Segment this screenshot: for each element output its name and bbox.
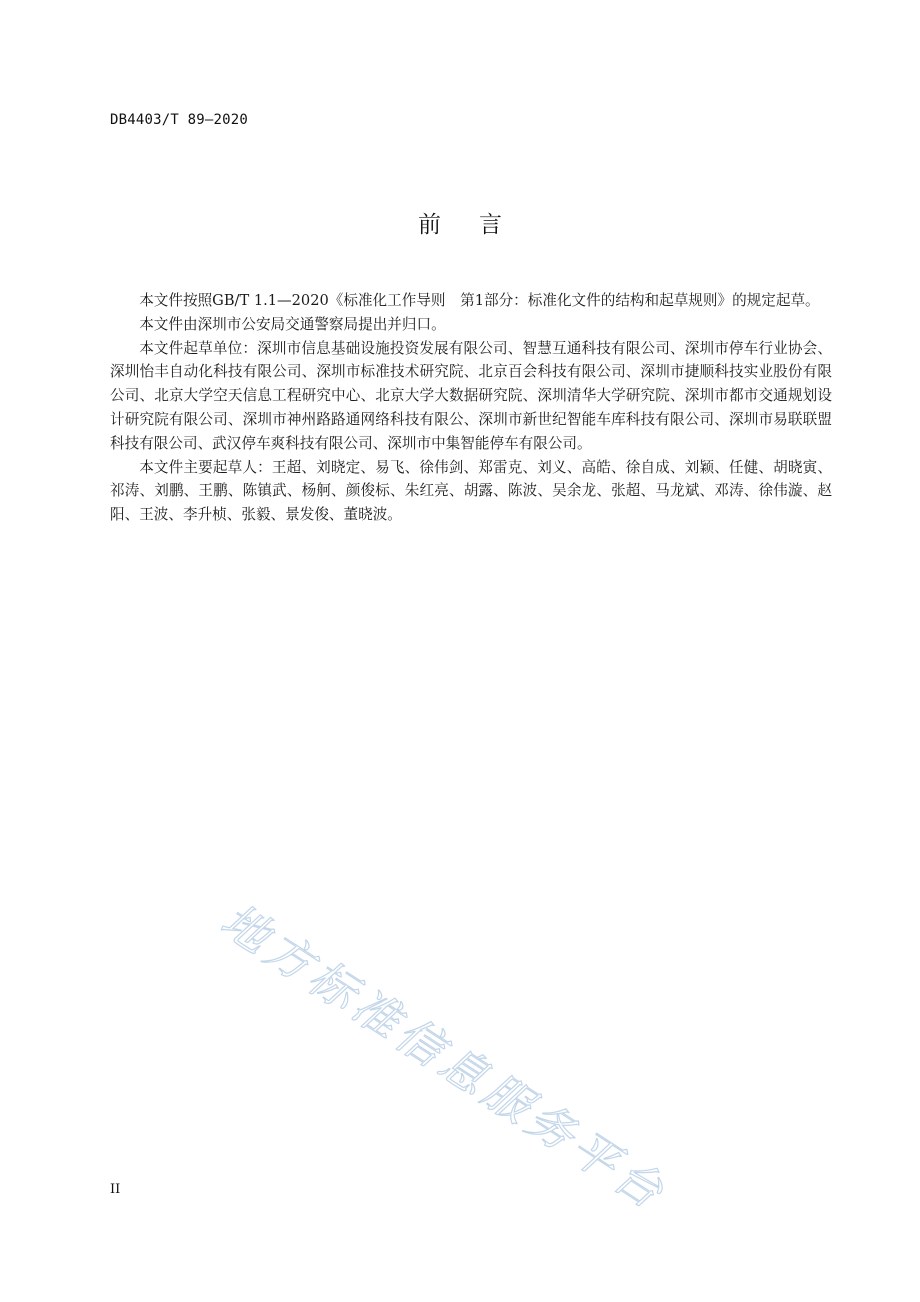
paragraph-drafters: 本文件主要起草人：王超、刘晓定、易飞、徐伟剑、郑雷克、刘义、高皓、徐自成、刘颖、任健、胡晓寅、祁涛、刘鹏、王鹏、陈镇武、杨舸、颜俊标、朱红亮、胡露、陈波、吴余龙、张超、马龙斌、邓涛、徐伟漩、赵阳、王波、李升桢、张毅、景发俊、董晓波。 [110, 458, 832, 524]
watermark-text: 地方标准信息服务平台 [211, 892, 678, 1222]
paragraph-drafting-rules: 本文件按照GB/T 1.1—2020《标准化工作导则 第1部分：标准化文件的结构和起草规则》的规定起草。 [139, 292, 820, 309]
foreword-body [110, 289, 832, 527]
paragraph-drafting-units: 本文件起草单位：深圳市信息基础设施投资发展有限公司、智慧互通科技有限公司、深圳市停车行业协会、深圳怡丰自动化科技有限公司、深圳市标准技术研究院、北京百会科技有限公司、深圳市捷顺科技实业股份有限公司、北京大学空天信息工程研究中心、北京大学大数据研究院、深圳清华大学研究院、深圳市都市交通规划设计研究院有限公司、深圳市神州路路通网络科技有限公、深圳市新世纪智能车库科技有限公司、深圳市易联联盟科技有限公司、武汉停车爽科技有限公司、深圳市中集智能停车有限公司。 [110, 339, 832, 452]
section-title: 前言 [418, 212, 540, 238]
document-code: DB4403/T 89—2020 [110, 112, 249, 128]
paragraph-proposer: 本文件由深圳市公安局交通警察局提出并归口。 [139, 315, 446, 333]
page-number: II [110, 1182, 121, 1197]
